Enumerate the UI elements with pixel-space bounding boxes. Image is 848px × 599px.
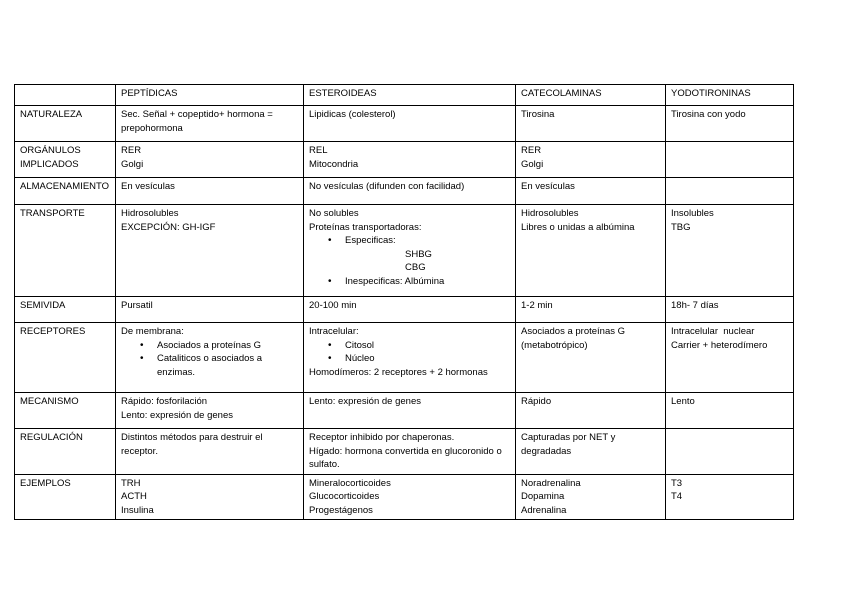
list-item: • Cataliticos o asociados a enzimas. [157, 352, 299, 379]
cell-yodotironinas: Lento [666, 393, 794, 429]
cell-yodotironinas: 18h- 7 días [666, 297, 794, 323]
row-label: RECEPTORES [15, 323, 116, 393]
table-row-ejemplos [15, 474, 794, 520]
header-cell-esteroideas: ESTEROIDEAS [304, 85, 516, 106]
row-label: ALMACENAMIENTO [15, 178, 116, 205]
cell-peptidicas: TRH ACTH Insulina [116, 474, 304, 520]
header-cell-empty [15, 85, 116, 106]
hormone-comparison-table [14, 84, 794, 520]
header-cell-catecolaminas: CATECOLAMINAS [516, 85, 666, 106]
header-cell-yodotironinas: YODOTIRONINAS [666, 85, 794, 106]
table-header-row [15, 85, 794, 106]
table-row-organulos [15, 142, 794, 178]
cell-esteroideas: Mineralocorticoides Glucocorticoides Progestágenos [304, 474, 516, 520]
header-cell-peptidicas: PEPTÍDICAS [116, 85, 304, 106]
cell-yodotironinas: T3 T4 [666, 474, 794, 520]
cell-peptidicas: En vesículas [116, 178, 304, 205]
cell-esteroideas: Receptor inhibido por chaperonas. Hígado: hormona convertida en glucoronido o sulfato. [304, 429, 516, 475]
list-item: • Citosol [345, 339, 511, 353]
cell-yodotironinas [666, 178, 794, 205]
cell-peptidicas: De membrana: • Asociados a proteínas G • Cataliticos o asociados a enzimas. [116, 323, 304, 393]
table-row-semivida [15, 297, 794, 323]
cell-peptidicas: Distintos métodos para destruir el receptor. [116, 429, 304, 475]
cell-esteroideas: Intracelular: • Citosol • Núcleo Homodímeros: 2 receptores + 2 hormonas [304, 323, 516, 393]
cell-yodotironinas [666, 142, 794, 178]
bullet-list [121, 339, 299, 380]
cell-yodotironinas: Insolubles TBG [666, 205, 794, 297]
table-row-naturaleza [15, 106, 794, 142]
cell-catecolaminas: Noradrenalina Dopamina Adrenalina [516, 474, 666, 520]
bullet-list [309, 234, 511, 288]
table-row-transporte [15, 205, 794, 297]
cell-peptidicas: Rápido: fosforilación Lento: expresión de genes [116, 393, 304, 429]
cell-catecolaminas: Tirosina [516, 106, 666, 142]
row-label: SEMIVIDA [15, 297, 116, 323]
list-item: • Especificas: SHBG CBG [345, 234, 511, 275]
cell-catecolaminas: 1-2 min [516, 297, 666, 323]
list-subitem: SHBG [405, 248, 432, 260]
table-row-receptores [15, 323, 794, 393]
table-row-regulacion [15, 429, 794, 475]
cell-catecolaminas: Rápido [516, 393, 666, 429]
cell-esteroideas: No solubles Proteínas transportadoras: • Especificas: SHBG CBG • Inespecificas: Albúmina [304, 205, 516, 297]
cell-yodotironinas: Tirosina con yodo [666, 106, 794, 142]
cell-peptidicas: Pursatil [116, 297, 304, 323]
cell-catecolaminas: RER Golgi [516, 142, 666, 178]
cell-esteroideas: REL Mitocondria [304, 142, 516, 178]
row-label: NATURALEZA [15, 106, 116, 142]
row-label: EJEMPLOS [15, 474, 116, 520]
cell-esteroideas: No vesículas (difunden con facilidad) [304, 178, 516, 205]
list-subitem: CBG [405, 262, 426, 273]
cell-peptidicas: Hidrosolubles EXCEPCIÓN: GH-IGF [116, 205, 304, 297]
cell-catecolaminas: Asociados a proteínas G (metabotrópico) [516, 323, 666, 393]
row-label: TRANSPORTE [15, 205, 116, 297]
bullet-list [309, 339, 511, 366]
cell-catecolaminas: Hidrosolubles Libres o unidas a albúmina [516, 205, 666, 297]
cell-yodotironinas [666, 429, 794, 475]
cell-yodotironinas: Intracelular nuclear Carrier + heterodímero [666, 323, 794, 393]
row-label: MECANISMO [15, 393, 116, 429]
list-item: • Núcleo [345, 352, 511, 366]
cell-catecolaminas: En vesículas [516, 178, 666, 205]
list-item: • Inespecificas: Albúmina [345, 275, 511, 289]
cell-peptidicas: RER Golgi [116, 142, 304, 178]
table-row-almacenamiento [15, 178, 794, 205]
cell-esteroideas: 20-100 min [304, 297, 516, 323]
cell-catecolaminas: Capturadas por NET y degradadas [516, 429, 666, 475]
cell-peptidicas: Sec. Señal + copeptido+ hormona = prepohormona [116, 106, 304, 142]
cell-esteroideas: Lipidicas (colesterol) [304, 106, 516, 142]
list-item: • Asociados a proteínas G [157, 339, 299, 353]
row-label: REGULACIÓN [15, 429, 116, 475]
cell-esteroideas: Lento: expresión de genes [304, 393, 516, 429]
table-row-mecanismo [15, 393, 794, 429]
row-label: ORGÁNULOS IMPLICADOS [15, 142, 116, 178]
